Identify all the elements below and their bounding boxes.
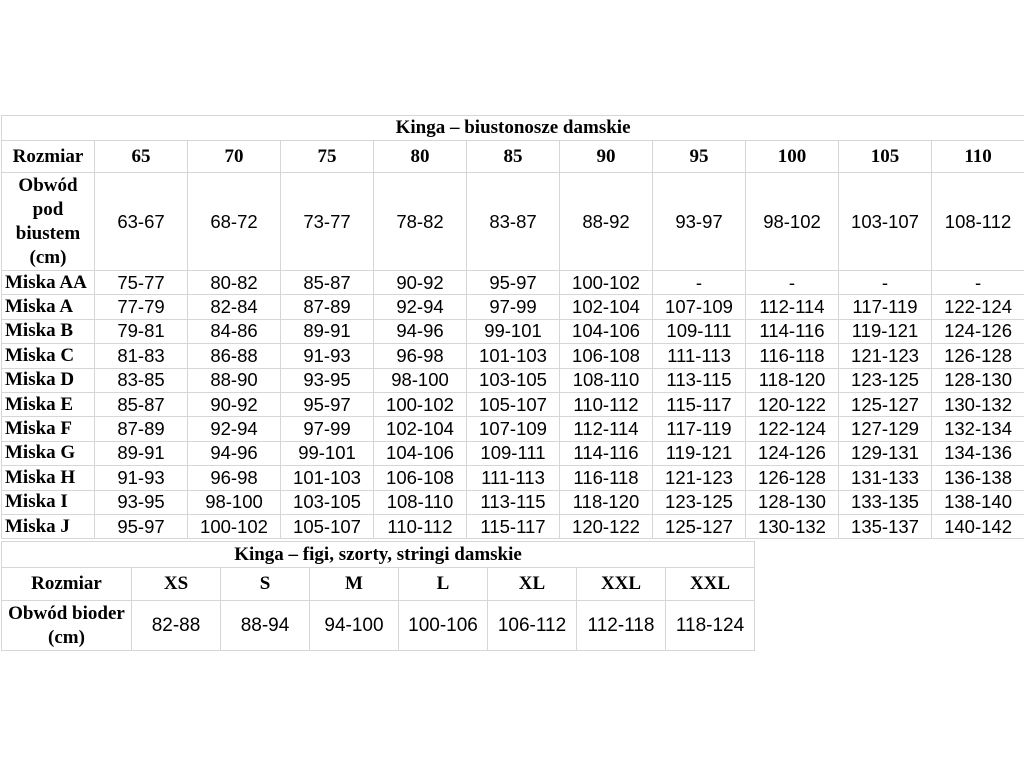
bra-cup-value: 100-102: [560, 271, 653, 295]
bra-band-value: 93-97: [653, 173, 746, 271]
bra-cup-value: 99-101: [281, 441, 374, 465]
bra-cup-value: 126-128: [746, 466, 839, 490]
pants-size-header: S: [221, 568, 310, 601]
bra-cup-value: 104-106: [374, 441, 467, 465]
bra-size-table: [1, 115, 1024, 539]
bra-size-header: 65: [95, 141, 188, 173]
bra-size-header: 110: [932, 141, 1024, 173]
pants-hip-value: 106-112: [488, 601, 577, 651]
bra-cup-row: [2, 392, 1024, 416]
bra-size-header: 90: [560, 141, 653, 173]
bra-cup-value: 103-105: [281, 490, 374, 514]
bra-cup-value: 115-117: [653, 392, 746, 416]
bra-cup-value: 85-87: [281, 271, 374, 295]
bra-cup-value: 94-96: [374, 319, 467, 343]
bra-cup-value: 120-122: [560, 514, 653, 538]
bra-cup-value: 108-110: [374, 490, 467, 514]
bra-cup-value: 126-128: [932, 344, 1024, 368]
bra-cup-value: 122-124: [932, 295, 1024, 319]
bra-cup-value: 125-127: [653, 514, 746, 538]
bra-size-header: 85: [467, 141, 560, 173]
bra-cup-value: 114-116: [560, 441, 653, 465]
bra-cup-value: 98-100: [374, 368, 467, 392]
bra-cup-value: 111-113: [653, 344, 746, 368]
bra-cup-value: -: [653, 271, 746, 295]
bra-size-header: 95: [653, 141, 746, 173]
bra-cup-value: 110-112: [560, 392, 653, 416]
bra-cup-value: 120-122: [746, 392, 839, 416]
bra-cup-value: 118-120: [746, 368, 839, 392]
bra-cup-value: 111-113: [467, 466, 560, 490]
pants-hip-value: 94-100: [310, 601, 399, 651]
bra-cup-row: [2, 490, 1024, 514]
bra-cup-value: 96-98: [188, 466, 281, 490]
bra-cup-value: 118-120: [560, 490, 653, 514]
bra-cup-value: 123-125: [839, 368, 932, 392]
bra-cup-value: 130-132: [746, 514, 839, 538]
bra-cup-value: 128-130: [932, 368, 1024, 392]
bra-cup-value: 96-98: [374, 344, 467, 368]
bra-cup-value: 93-95: [281, 368, 374, 392]
bra-cup-label: Miska G: [2, 441, 95, 465]
bra-cup-value: 99-101: [467, 319, 560, 343]
bra-cup-value: 100-102: [188, 514, 281, 538]
bra-cup-value: 125-127: [839, 392, 932, 416]
bra-cup-row: [2, 417, 1024, 441]
bra-band-value: 88-92: [560, 173, 653, 271]
bra-cup-label: Miska B: [2, 319, 95, 343]
bra-cup-value: 127-129: [839, 417, 932, 441]
bra-cup-value: 95-97: [467, 271, 560, 295]
bra-cup-row: [2, 441, 1024, 465]
bra-band-value: 108-112: [932, 173, 1024, 271]
bra-header-label: Rozmiar: [2, 141, 95, 173]
bra-band-value: 83-87: [467, 173, 560, 271]
bra-cup-value: 123-125: [653, 490, 746, 514]
bra-cup-value: 136-138: [932, 466, 1024, 490]
bra-cup-value: 95-97: [95, 514, 188, 538]
pants-size-table: [1, 541, 755, 651]
bra-cup-value: 77-79: [95, 295, 188, 319]
bra-cup-value: -: [746, 271, 839, 295]
bra-cup-value: 75-77: [95, 271, 188, 295]
bra-band-value: 73-77: [281, 173, 374, 271]
pants-table-title: Kinga – figi, szorty, stringi damskie: [2, 542, 755, 568]
bra-cup-value: 100-102: [374, 392, 467, 416]
bra-band-value: 63-67: [95, 173, 188, 271]
bra-size-header: 105: [839, 141, 932, 173]
bra-band-value: 103-107: [839, 173, 932, 271]
bra-cup-value: 116-118: [560, 466, 653, 490]
bra-cup-value: 124-126: [932, 319, 1024, 343]
pants-size-header: XS: [132, 568, 221, 601]
bra-cup-value: 88-90: [188, 368, 281, 392]
bra-band-row: [2, 173, 1024, 271]
bra-band-value: 98-102: [746, 173, 839, 271]
bra-cup-value: 93-95: [95, 490, 188, 514]
bra-cup-value: 128-130: [746, 490, 839, 514]
bra-cup-value: 87-89: [95, 417, 188, 441]
bra-size-header: 80: [374, 141, 467, 173]
bra-cup-value: 82-84: [188, 295, 281, 319]
bra-cup-value: 105-107: [281, 514, 374, 538]
bra-cup-value: 91-93: [281, 344, 374, 368]
bra-cup-value: -: [839, 271, 932, 295]
bra-cup-value: 97-99: [467, 295, 560, 319]
pants-size-header: XXL: [577, 568, 666, 601]
bra-cup-value: 104-106: [560, 319, 653, 343]
bra-cup-value: 107-109: [653, 295, 746, 319]
bra-cup-value: 86-88: [188, 344, 281, 368]
bra-cup-label: Miska H: [2, 466, 95, 490]
bra-cup-value: 113-115: [467, 490, 560, 514]
bra-cup-value: 106-108: [374, 466, 467, 490]
bra-cup-value: 135-137: [839, 514, 932, 538]
pants-size-header: XL: [488, 568, 577, 601]
bra-cup-label: Miska F: [2, 417, 95, 441]
bra-cup-value: 133-135: [839, 490, 932, 514]
pants-size-header: M: [310, 568, 399, 601]
bra-cup-label: Miska J: [2, 514, 95, 538]
pants-hip-value: 112-118: [577, 601, 666, 651]
bra-cup-label: Miska E: [2, 392, 95, 416]
bra-cup-value: 140-142: [932, 514, 1024, 538]
bra-cup-value: 110-112: [374, 514, 467, 538]
bra-cup-value: 84-86: [188, 319, 281, 343]
bra-cup-value: 129-131: [839, 441, 932, 465]
bra-cup-value: 98-100: [188, 490, 281, 514]
bra-cup-value: 105-107: [467, 392, 560, 416]
bra-header-row: [2, 141, 1024, 173]
bra-table-title: Kinga – biustonosze damskie: [2, 116, 1024, 141]
bra-size-header: 75: [281, 141, 374, 173]
bra-cup-value: 117-119: [653, 417, 746, 441]
bra-cup-row: [2, 514, 1024, 538]
bra-cup-label: Miska A: [2, 295, 95, 319]
bra-cup-value: -: [932, 271, 1024, 295]
pants-hip-value: 82-88: [132, 601, 221, 651]
bra-cup-value: 131-133: [839, 466, 932, 490]
bra-cup-label: Miska D: [2, 368, 95, 392]
bra-cup-value: 121-123: [839, 344, 932, 368]
bra-cup-label: Miska C: [2, 344, 95, 368]
bra-size-header: 70: [188, 141, 281, 173]
bra-cup-value: 112-114: [746, 295, 839, 319]
bra-cup-value: 89-91: [281, 319, 374, 343]
bra-cup-value: 90-92: [188, 392, 281, 416]
bra-cup-value: 102-104: [560, 295, 653, 319]
bra-band-value: 68-72: [188, 173, 281, 271]
bra-cup-value: 92-94: [188, 417, 281, 441]
bra-cup-value: 117-119: [839, 295, 932, 319]
bra-cup-value: 101-103: [281, 466, 374, 490]
pants-hip-value: 88-94: [221, 601, 310, 651]
bra-cup-value: 114-116: [746, 319, 839, 343]
bra-cup-value: 132-134: [932, 417, 1024, 441]
bra-cup-value: 91-93: [95, 466, 188, 490]
bra-cup-value: 119-121: [653, 441, 746, 465]
bra-cup-value: 87-89: [281, 295, 374, 319]
bra-cup-value: 113-115: [653, 368, 746, 392]
bra-band-value: 78-82: [374, 173, 467, 271]
bra-size-header: 100: [746, 141, 839, 173]
bra-cup-value: 81-83: [95, 344, 188, 368]
bra-cup-value: 109-111: [467, 441, 560, 465]
bra-cup-value: 97-99: [281, 417, 374, 441]
bra-cup-value: 90-92: [374, 271, 467, 295]
bra-cup-value: 130-132: [932, 392, 1024, 416]
pants-hip-value: 100-106: [399, 601, 488, 651]
bra-cup-value: 108-110: [560, 368, 653, 392]
bra-cup-value: 94-96: [188, 441, 281, 465]
bra-cup-label: Miska AA: [2, 271, 95, 295]
pants-hip-row: [2, 601, 755, 651]
bra-cup-value: 79-81: [95, 319, 188, 343]
bra-cup-value: 89-91: [95, 441, 188, 465]
bra-cup-row: [2, 344, 1024, 368]
bra-cup-value: 109-111: [653, 319, 746, 343]
bra-cup-value: 122-124: [746, 417, 839, 441]
bra-cup-value: 121-123: [653, 466, 746, 490]
bra-cup-value: 112-114: [560, 417, 653, 441]
bra-cup-value: 103-105: [467, 368, 560, 392]
bra-cup-value: 116-118: [746, 344, 839, 368]
bra-cup-value: 119-121: [839, 319, 932, 343]
pants-hip-value: 118-124: [666, 601, 755, 651]
bra-cup-value: 106-108: [560, 344, 653, 368]
bra-cup-value: 95-97: [281, 392, 374, 416]
pants-size-header: XXL: [666, 568, 755, 601]
pants-size-header: L: [399, 568, 488, 601]
bra-cup-value: 115-117: [467, 514, 560, 538]
bra-cup-value: 134-136: [932, 441, 1024, 465]
bra-cup-value: 102-104: [374, 417, 467, 441]
bra-cup-value: 138-140: [932, 490, 1024, 514]
bra-cup-row: [2, 295, 1024, 319]
bra-cup-row: [2, 368, 1024, 392]
bra-cup-value: 107-109: [467, 417, 560, 441]
bra-cup-value: 92-94: [374, 295, 467, 319]
bra-cup-value: 83-85: [95, 368, 188, 392]
bra-cup-row: [2, 271, 1024, 295]
bra-band-label: Obwód pod biustem (cm): [2, 173, 95, 271]
bra-cup-value: 101-103: [467, 344, 560, 368]
bra-cup-value: 85-87: [95, 392, 188, 416]
pants-hip-label: Obwód bioder (cm): [2, 601, 132, 651]
bra-cup-value: 80-82: [188, 271, 281, 295]
bra-cup-row: [2, 466, 1024, 490]
bra-cup-value: 124-126: [746, 441, 839, 465]
bra-cup-label: Miska I: [2, 490, 95, 514]
pants-header-label: Rozmiar: [2, 568, 132, 601]
bra-cup-row: [2, 319, 1024, 343]
pants-header-row: [2, 568, 755, 601]
